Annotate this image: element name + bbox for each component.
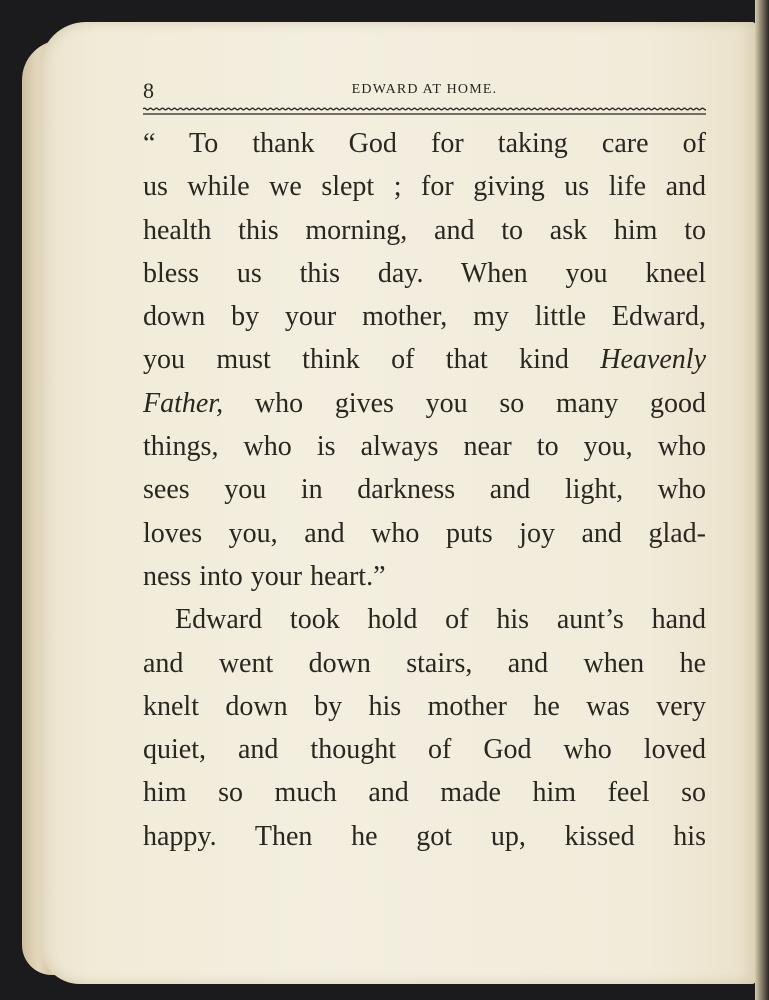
text-line	[143, 382, 706, 425]
italic-text: Heavenly	[600, 344, 706, 376]
running-title: EDWARD AT HOME.	[351, 82, 498, 97]
page-number: 8	[143, 78, 154, 103]
page-body-text	[143, 122, 706, 858]
wavy-rule	[143, 104, 706, 118]
text-line: and went down stairs, and when he	[143, 647, 706, 679]
text-line: us while we slept ; for giving us life and	[143, 171, 706, 203]
text-line: things, who is always near to you, who	[143, 431, 706, 463]
text-line: down by your mother, my little Edward,	[143, 301, 706, 333]
binding-gutter	[755, 0, 769, 1000]
text-line: ness into your heart.”	[143, 560, 386, 592]
text-line: quiet, and thought of God who loved	[143, 734, 706, 766]
text-line: knelt down by his mother he was very	[143, 690, 706, 722]
text-line: sees you in darkness and light, who	[143, 474, 706, 506]
text-line: Edward took hold of his aunt’s hand	[175, 604, 706, 636]
text-line: loves you, and who puts joy and glad-	[143, 517, 706, 549]
text-line: health this morning, and to ask him to	[143, 214, 706, 246]
text-line: happy. Then he got up, kissed his	[143, 820, 706, 852]
text-line	[143, 338, 706, 381]
text-line: bless us this day. When you kneel	[143, 257, 706, 289]
text-run: you must think of that kind	[143, 344, 601, 376]
text-line: “ To thank God for taking care of	[143, 128, 706, 159]
running-header	[143, 78, 706, 102]
text-line: him so much and made him feel so	[143, 777, 706, 809]
text-run: who gives you so many good	[223, 387, 706, 419]
italic-text: Father,	[143, 387, 224, 419]
